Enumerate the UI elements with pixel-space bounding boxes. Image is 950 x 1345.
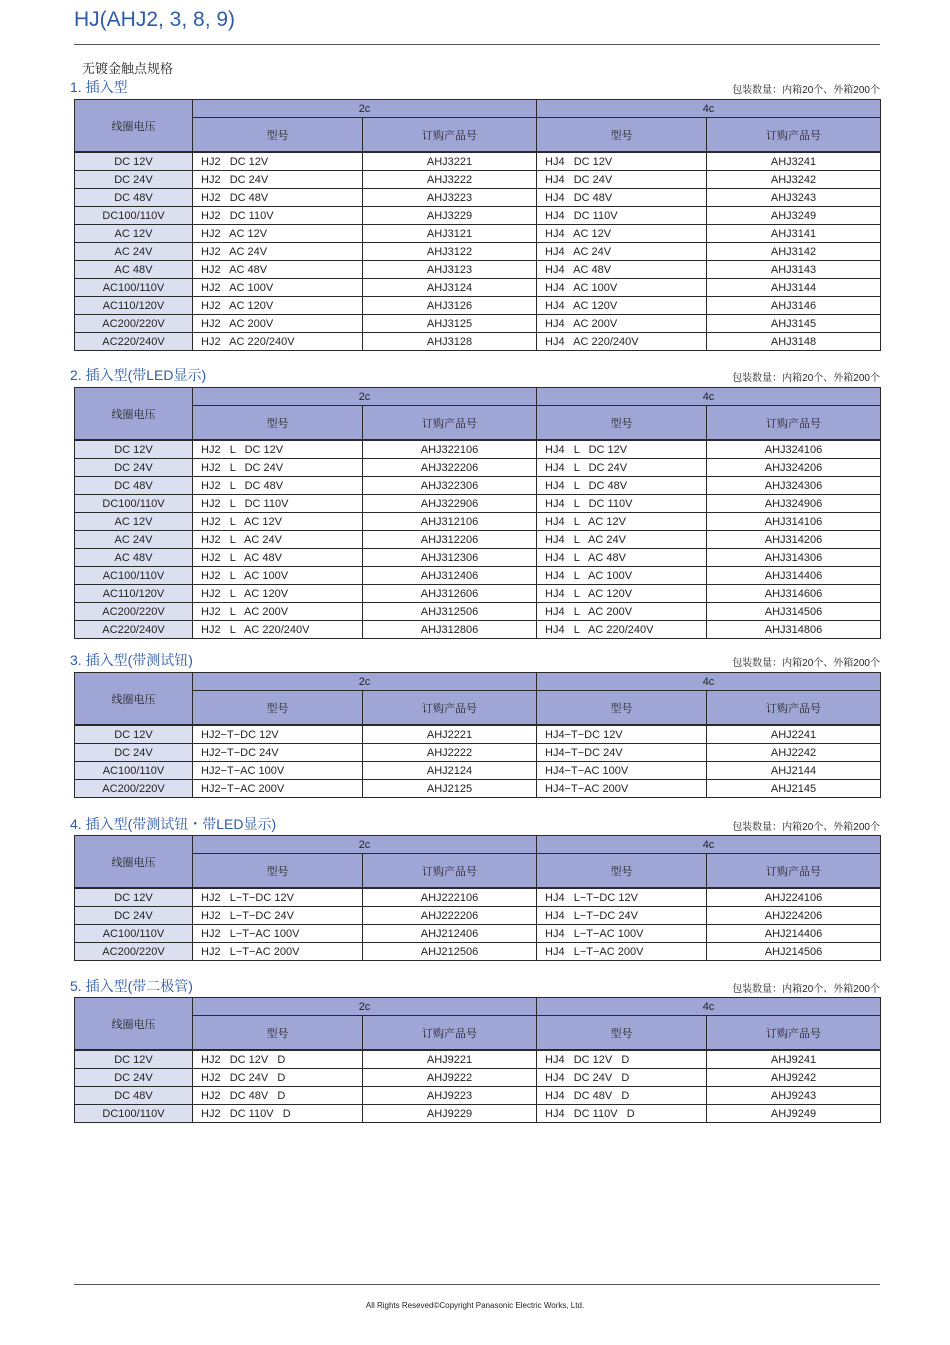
order-no-2c-cell: AHJ312506 xyxy=(363,603,537,621)
order-no-4c-cell: AHJ324906 xyxy=(707,495,881,513)
order-no-2c-cell: AHJ312406 xyxy=(363,567,537,585)
model-2c-cell: HJ2 DC 12V xyxy=(193,152,363,171)
group-4c-header: 4c xyxy=(537,100,881,118)
group-2c-header: 2c xyxy=(193,836,537,854)
order-no-2c-cell: AHJ9221 xyxy=(363,1050,537,1069)
model-4c-cell: HJ4 L−T−DC 12V xyxy=(537,888,707,907)
model-4c-cell: HJ4 L AC 220/240V xyxy=(537,621,707,639)
model-2c-cell: HJ2 AC 48V xyxy=(193,261,363,279)
order-no-4c-cell: AHJ224206 xyxy=(707,907,881,925)
order-no-2c-cell: AHJ212406 xyxy=(363,925,537,943)
model-header-4c: 型号 xyxy=(537,854,707,889)
group-2c-header: 2c xyxy=(193,673,537,691)
coil-voltage-cell: DC 12V xyxy=(75,440,193,459)
section-title: 5. 插入型(带二极管) xyxy=(70,978,193,994)
table-row xyxy=(75,152,881,171)
order-no-header-2c: 订购产品号 xyxy=(363,1016,537,1051)
table-row xyxy=(75,531,881,549)
coil-voltage-cell: DC100/110V xyxy=(75,495,193,513)
model-header-4c: 型号 xyxy=(537,118,707,153)
model-4c-cell: HJ4 L−T−AC 100V xyxy=(537,925,707,943)
coil-voltage-cell: AC100/110V xyxy=(75,762,193,780)
group-2c-header: 2c xyxy=(193,388,537,406)
order-no-4c-cell: AHJ3146 xyxy=(707,297,881,315)
model-4c-cell: HJ4 AC 12V xyxy=(537,225,707,243)
title-divider xyxy=(74,44,880,45)
spec-table xyxy=(74,387,881,639)
model-2c-cell: HJ2 L AC 220/240V xyxy=(193,621,363,639)
order-no-2c-cell: AHJ312806 xyxy=(363,621,537,639)
model-header-2c: 型号 xyxy=(193,118,363,153)
model-2c-cell: HJ2 L−T−DC 12V xyxy=(193,888,363,907)
packaging-note: 包装数量：内箱20个、外箱200个 xyxy=(732,85,880,96)
coil-voltage-cell: AC 12V xyxy=(75,225,193,243)
model-header-2c: 型号 xyxy=(193,1016,363,1051)
model-2c-cell: HJ2 DC 48V xyxy=(193,189,363,207)
order-no-header-2c: 订购产品号 xyxy=(363,691,537,726)
model-2c-cell: HJ2 DC 24V xyxy=(193,171,363,189)
table-row xyxy=(75,440,881,459)
order-no-4c-cell: AHJ3242 xyxy=(707,171,881,189)
section-title: 2. 插入型(带LED显示) xyxy=(70,367,207,383)
table-row xyxy=(75,725,881,744)
spec-table xyxy=(74,835,881,961)
order-no-2c-cell: AHJ3125 xyxy=(363,315,537,333)
model-2c-cell: HJ2 L AC 12V xyxy=(193,513,363,531)
order-no-4c-cell: AHJ314206 xyxy=(707,531,881,549)
model-header-2c: 型号 xyxy=(193,406,363,441)
coil-voltage-cell: DC 12V xyxy=(75,888,193,907)
coil-voltage-cell: AC200/220V xyxy=(75,780,193,798)
model-header-2c: 型号 xyxy=(193,854,363,889)
group-4c-header: 4c xyxy=(537,998,881,1016)
table-column-header-row xyxy=(75,118,881,153)
model-4c-cell: HJ4−T−DC 12V xyxy=(537,725,707,744)
model-2c-cell: HJ2 L AC 200V xyxy=(193,603,363,621)
order-no-4c-cell: AHJ3141 xyxy=(707,225,881,243)
model-4c-cell: HJ4−T−AC 100V xyxy=(537,762,707,780)
table-row xyxy=(75,621,881,639)
coil-voltage-cell: AC 24V xyxy=(75,243,193,261)
coil-voltage-cell: AC200/220V xyxy=(75,943,193,961)
order-no-2c-cell: AHJ222206 xyxy=(363,907,537,925)
packaging-note: 包装数量：内箱20个、外箱200个 xyxy=(732,822,880,833)
table-row xyxy=(75,943,881,961)
table-group-header-row xyxy=(75,388,881,406)
order-no-4c-cell: AHJ314106 xyxy=(707,513,881,531)
order-no-2c-cell: AHJ9229 xyxy=(363,1105,537,1123)
model-4c-cell: HJ4 L AC 12V xyxy=(537,513,707,531)
order-no-4c-cell: AHJ2242 xyxy=(707,744,881,762)
order-no-2c-cell: AHJ2222 xyxy=(363,744,537,762)
table-column-header-row xyxy=(75,854,881,889)
model-4c-cell: HJ4 L AC 48V xyxy=(537,549,707,567)
table-row xyxy=(75,907,881,925)
section-header xyxy=(70,814,880,834)
coil-voltage-cell: DC 24V xyxy=(75,744,193,762)
order-no-2c-cell: AHJ2124 xyxy=(363,762,537,780)
coil-voltage-cell: DC 24V xyxy=(75,1069,193,1087)
table-row xyxy=(75,1069,881,1087)
coil-voltage-cell: AC 48V xyxy=(75,549,193,567)
model-4c-cell: HJ4 AC 220/240V xyxy=(537,333,707,351)
section-header xyxy=(70,365,880,385)
model-4c-cell: HJ4−T−AC 200V xyxy=(537,780,707,798)
section-header xyxy=(70,976,880,996)
packaging-note: 包装数量：内箱20个、外箱200个 xyxy=(732,373,880,384)
table-group-header-row xyxy=(75,673,881,691)
order-no-4c-cell: AHJ214506 xyxy=(707,943,881,961)
order-no-2c-cell: AHJ9222 xyxy=(363,1069,537,1087)
coil-voltage-header: 线圈电压 xyxy=(75,836,193,889)
group-4c-header: 4c xyxy=(537,673,881,691)
model-4c-cell: HJ4 DC 48V D xyxy=(537,1087,707,1105)
order-no-2c-cell: AHJ312106 xyxy=(363,513,537,531)
order-no-2c-cell: AHJ2221 xyxy=(363,725,537,744)
table-row xyxy=(75,762,881,780)
table-row xyxy=(75,585,881,603)
model-2c-cell: HJ2 AC 100V xyxy=(193,279,363,297)
table-group-header-row xyxy=(75,836,881,854)
model-4c-cell: HJ4 DC 48V xyxy=(537,189,707,207)
table-row xyxy=(75,333,881,351)
table-row xyxy=(75,603,881,621)
coil-voltage-cell: AC100/110V xyxy=(75,567,193,585)
model-4c-cell: HJ4 DC 110V xyxy=(537,207,707,225)
group-4c-header: 4c xyxy=(537,836,881,854)
model-header-2c: 型号 xyxy=(193,691,363,726)
coil-voltage-cell: AC 48V xyxy=(75,261,193,279)
order-no-2c-cell: AHJ9223 xyxy=(363,1087,537,1105)
table-row xyxy=(75,567,881,585)
model-4c-cell: HJ4 L DC 48V xyxy=(537,477,707,495)
section-header xyxy=(70,650,880,670)
order-no-header-4c: 订购产品号 xyxy=(707,1016,881,1051)
order-no-4c-cell: AHJ324106 xyxy=(707,440,881,459)
table-row xyxy=(75,315,881,333)
model-4c-cell: HJ4 AC 120V xyxy=(537,297,707,315)
model-2c-cell: HJ2 L AC 120V xyxy=(193,585,363,603)
coil-voltage-cell: AC100/110V xyxy=(75,279,193,297)
model-4c-cell: HJ4 DC 110V D xyxy=(537,1105,707,1123)
model-2c-cell: HJ2−T−AC 200V xyxy=(193,780,363,798)
page-subtitle: 无镀金触点规格 xyxy=(82,61,174,76)
model-4c-cell: HJ4 L DC 12V xyxy=(537,440,707,459)
table-row xyxy=(75,297,881,315)
order-no-4c-cell: AHJ3143 xyxy=(707,261,881,279)
table-row xyxy=(75,780,881,798)
model-2c-cell: HJ2 L DC 12V xyxy=(193,440,363,459)
model-4c-cell: HJ4 AC 100V xyxy=(537,279,707,297)
coil-voltage-cell: AC100/110V xyxy=(75,925,193,943)
model-2c-cell: HJ2 L DC 24V xyxy=(193,459,363,477)
coil-voltage-cell: AC 12V xyxy=(75,513,193,531)
model-4c-cell: HJ4 L−T−DC 24V xyxy=(537,907,707,925)
model-2c-cell: HJ2 DC 48V D xyxy=(193,1087,363,1105)
section-title: 1. 插入型 xyxy=(70,79,128,95)
model-2c-cell: HJ2 DC 110V xyxy=(193,207,363,225)
table-row xyxy=(75,495,881,513)
spec-table xyxy=(74,672,881,798)
table-row xyxy=(75,279,881,297)
footer-divider xyxy=(74,1284,880,1285)
order-no-4c-cell: AHJ314506 xyxy=(707,603,881,621)
coil-voltage-cell: AC110/120V xyxy=(75,297,193,315)
order-no-4c-cell: AHJ3249 xyxy=(707,207,881,225)
order-no-header-4c: 订购产品号 xyxy=(707,691,881,726)
coil-voltage-cell: AC200/220V xyxy=(75,315,193,333)
coil-voltage-header: 线圈电压 xyxy=(75,100,193,153)
section-title: 4. 插入型(带测试钮・带LED显示) xyxy=(70,816,277,832)
model-2c-cell: HJ2 AC 12V xyxy=(193,225,363,243)
spec-table xyxy=(74,997,881,1123)
section-title: 3. 插入型(带测试钮) xyxy=(70,652,193,668)
model-2c-cell: HJ2 DC 110V D xyxy=(193,1105,363,1123)
packaging-note: 包装数量：内箱20个、外箱200个 xyxy=(732,658,880,669)
group-4c-header: 4c xyxy=(537,388,881,406)
model-4c-cell: HJ4 DC 24V D xyxy=(537,1069,707,1087)
model-header-4c: 型号 xyxy=(537,691,707,726)
order-no-2c-cell: AHJ322306 xyxy=(363,477,537,495)
table-row xyxy=(75,1105,881,1123)
coil-voltage-cell: DC 12V xyxy=(75,725,193,744)
model-4c-cell: HJ4 L−T−AC 200V xyxy=(537,943,707,961)
coil-voltage-cell: DC 12V xyxy=(75,1050,193,1069)
model-4c-cell: HJ4 L AC 200V xyxy=(537,603,707,621)
order-no-4c-cell: AHJ3142 xyxy=(707,243,881,261)
coil-voltage-cell: DC 48V xyxy=(75,1087,193,1105)
order-no-2c-cell: AHJ3222 xyxy=(363,171,537,189)
order-no-2c-cell: AHJ3221 xyxy=(363,152,537,171)
coil-voltage-cell: AC200/220V xyxy=(75,603,193,621)
coil-voltage-header: 线圈电压 xyxy=(75,388,193,441)
model-4c-cell: HJ4 AC 200V xyxy=(537,315,707,333)
order-no-header-2c: 订购产品号 xyxy=(363,118,537,153)
order-no-4c-cell: AHJ2145 xyxy=(707,780,881,798)
copyright-footer: All Rights Reseved©Copyright Panasonic Electric Works, Ltd. xyxy=(365,1301,585,1310)
order-no-4c-cell: AHJ3144 xyxy=(707,279,881,297)
model-4c-cell: HJ4 DC 12V xyxy=(537,152,707,171)
model-2c-cell: HJ2 L−T−AC 100V xyxy=(193,925,363,943)
order-no-2c-cell: AHJ3223 xyxy=(363,189,537,207)
model-2c-cell: HJ2 L AC 48V xyxy=(193,549,363,567)
model-2c-cell: HJ2 L AC 24V xyxy=(193,531,363,549)
table-row xyxy=(75,1050,881,1069)
coil-voltage-cell: DC 12V xyxy=(75,152,193,171)
model-4c-cell: HJ4 DC 24V xyxy=(537,171,707,189)
order-no-2c-cell: AHJ2125 xyxy=(363,780,537,798)
model-header-4c: 型号 xyxy=(537,1016,707,1051)
order-no-4c-cell: AHJ224106 xyxy=(707,888,881,907)
model-4c-cell: HJ4 AC 48V xyxy=(537,261,707,279)
model-2c-cell: HJ2 L−T−DC 24V xyxy=(193,907,363,925)
packaging-note: 包装数量：内箱20个、外箱200个 xyxy=(732,984,880,995)
model-4c-cell: HJ4 AC 24V xyxy=(537,243,707,261)
model-2c-cell: HJ2−T−DC 24V xyxy=(193,744,363,762)
model-2c-cell: HJ2 AC 24V xyxy=(193,243,363,261)
group-2c-header: 2c xyxy=(193,998,537,1016)
coil-voltage-cell: DC100/110V xyxy=(75,207,193,225)
page-title: HJ(AHJ2, 3, 8, 9) xyxy=(74,8,236,31)
table-column-header-row xyxy=(75,1016,881,1051)
group-2c-header: 2c xyxy=(193,100,537,118)
table-row xyxy=(75,925,881,943)
order-no-2c-cell: AHJ3124 xyxy=(363,279,537,297)
model-4c-cell: HJ4 L AC 24V xyxy=(537,531,707,549)
model-2c-cell: HJ2 DC 12V D xyxy=(193,1050,363,1069)
order-no-4c-cell: AHJ2241 xyxy=(707,725,881,744)
coil-voltage-cell: DC 24V xyxy=(75,907,193,925)
spec-table xyxy=(74,99,881,351)
order-no-header-4c: 订购产品号 xyxy=(707,854,881,889)
order-no-2c-cell: AHJ3123 xyxy=(363,261,537,279)
order-no-2c-cell: AHJ322106 xyxy=(363,440,537,459)
table-row xyxy=(75,549,881,567)
coil-voltage-cell: DC 24V xyxy=(75,459,193,477)
table-column-header-row xyxy=(75,406,881,441)
coil-voltage-cell: AC220/240V xyxy=(75,333,193,351)
order-no-4c-cell: AHJ324306 xyxy=(707,477,881,495)
model-2c-cell: HJ2 AC 120V xyxy=(193,297,363,315)
order-no-4c-cell: AHJ3148 xyxy=(707,333,881,351)
model-2c-cell: HJ2−T−AC 100V xyxy=(193,762,363,780)
table-row xyxy=(75,459,881,477)
model-4c-cell: HJ4 L DC 24V xyxy=(537,459,707,477)
section-header xyxy=(70,77,880,97)
model-4c-cell: HJ4 L DC 110V xyxy=(537,495,707,513)
order-no-header-4c: 订购产品号 xyxy=(707,118,881,153)
coil-voltage-cell: AC220/240V xyxy=(75,621,193,639)
order-no-4c-cell: AHJ314806 xyxy=(707,621,881,639)
model-2c-cell: HJ2 L DC 48V xyxy=(193,477,363,495)
table-row xyxy=(75,171,881,189)
coil-voltage-cell: DC 24V xyxy=(75,171,193,189)
coil-voltage-header: 线圈电压 xyxy=(75,673,193,726)
model-4c-cell: HJ4 DC 12V D xyxy=(537,1050,707,1069)
order-no-2c-cell: AHJ322206 xyxy=(363,459,537,477)
order-no-4c-cell: AHJ324206 xyxy=(707,459,881,477)
order-no-4c-cell: AHJ314306 xyxy=(707,549,881,567)
table-group-header-row xyxy=(75,998,881,1016)
table-row xyxy=(75,477,881,495)
model-2c-cell: HJ2 L AC 100V xyxy=(193,567,363,585)
coil-voltage-cell: DC 48V xyxy=(75,477,193,495)
table-row xyxy=(75,1087,881,1105)
order-no-2c-cell: AHJ312606 xyxy=(363,585,537,603)
order-no-header-2c: 订购产品号 xyxy=(363,406,537,441)
model-4c-cell: HJ4−T−DC 24V xyxy=(537,744,707,762)
order-no-2c-cell: AHJ3122 xyxy=(363,243,537,261)
table-row xyxy=(75,888,881,907)
model-2c-cell: HJ2−T−DC 12V xyxy=(193,725,363,744)
table-row xyxy=(75,744,881,762)
model-4c-cell: HJ4 L AC 100V xyxy=(537,567,707,585)
order-no-4c-cell: AHJ3243 xyxy=(707,189,881,207)
order-no-header-4c: 订购产品号 xyxy=(707,406,881,441)
table-column-header-row xyxy=(75,691,881,726)
order-no-2c-cell: AHJ3229 xyxy=(363,207,537,225)
table-row xyxy=(75,243,881,261)
table-row xyxy=(75,207,881,225)
coil-voltage-header: 线圈电压 xyxy=(75,998,193,1051)
table-group-header-row xyxy=(75,100,881,118)
table-row xyxy=(75,513,881,531)
order-no-2c-cell: AHJ312306 xyxy=(363,549,537,567)
order-no-2c-cell: AHJ222106 xyxy=(363,888,537,907)
order-no-4c-cell: AHJ2144 xyxy=(707,762,881,780)
model-2c-cell: HJ2 DC 24V D xyxy=(193,1069,363,1087)
table-row xyxy=(75,261,881,279)
order-no-4c-cell: AHJ9249 xyxy=(707,1105,881,1123)
order-no-2c-cell: AHJ312206 xyxy=(363,531,537,549)
order-no-2c-cell: AHJ322906 xyxy=(363,495,537,513)
order-no-4c-cell: AHJ9241 xyxy=(707,1050,881,1069)
order-no-4c-cell: AHJ314406 xyxy=(707,567,881,585)
order-no-4c-cell: AHJ3145 xyxy=(707,315,881,333)
model-2c-cell: HJ2 AC 200V xyxy=(193,315,363,333)
order-no-4c-cell: AHJ3241 xyxy=(707,152,881,171)
model-2c-cell: HJ2 L−T−AC 200V xyxy=(193,943,363,961)
order-no-4c-cell: AHJ9242 xyxy=(707,1069,881,1087)
order-no-4c-cell: AHJ314606 xyxy=(707,585,881,603)
coil-voltage-cell: DC100/110V xyxy=(75,1105,193,1123)
model-header-4c: 型号 xyxy=(537,406,707,441)
coil-voltage-cell: AC 24V xyxy=(75,531,193,549)
table-row xyxy=(75,189,881,207)
model-2c-cell: HJ2 L DC 110V xyxy=(193,495,363,513)
model-4c-cell: HJ4 L AC 120V xyxy=(537,585,707,603)
coil-voltage-cell: AC110/120V xyxy=(75,585,193,603)
table-row xyxy=(75,225,881,243)
order-no-header-2c: 订购产品号 xyxy=(363,854,537,889)
order-no-2c-cell: AHJ3128 xyxy=(363,333,537,351)
coil-voltage-cell: DC 48V xyxy=(75,189,193,207)
order-no-2c-cell: AHJ3126 xyxy=(363,297,537,315)
order-no-4c-cell: AHJ214406 xyxy=(707,925,881,943)
order-no-2c-cell: AHJ212506 xyxy=(363,943,537,961)
model-2c-cell: HJ2 AC 220/240V xyxy=(193,333,363,351)
order-no-4c-cell: AHJ9243 xyxy=(707,1087,881,1105)
order-no-2c-cell: AHJ3121 xyxy=(363,225,537,243)
